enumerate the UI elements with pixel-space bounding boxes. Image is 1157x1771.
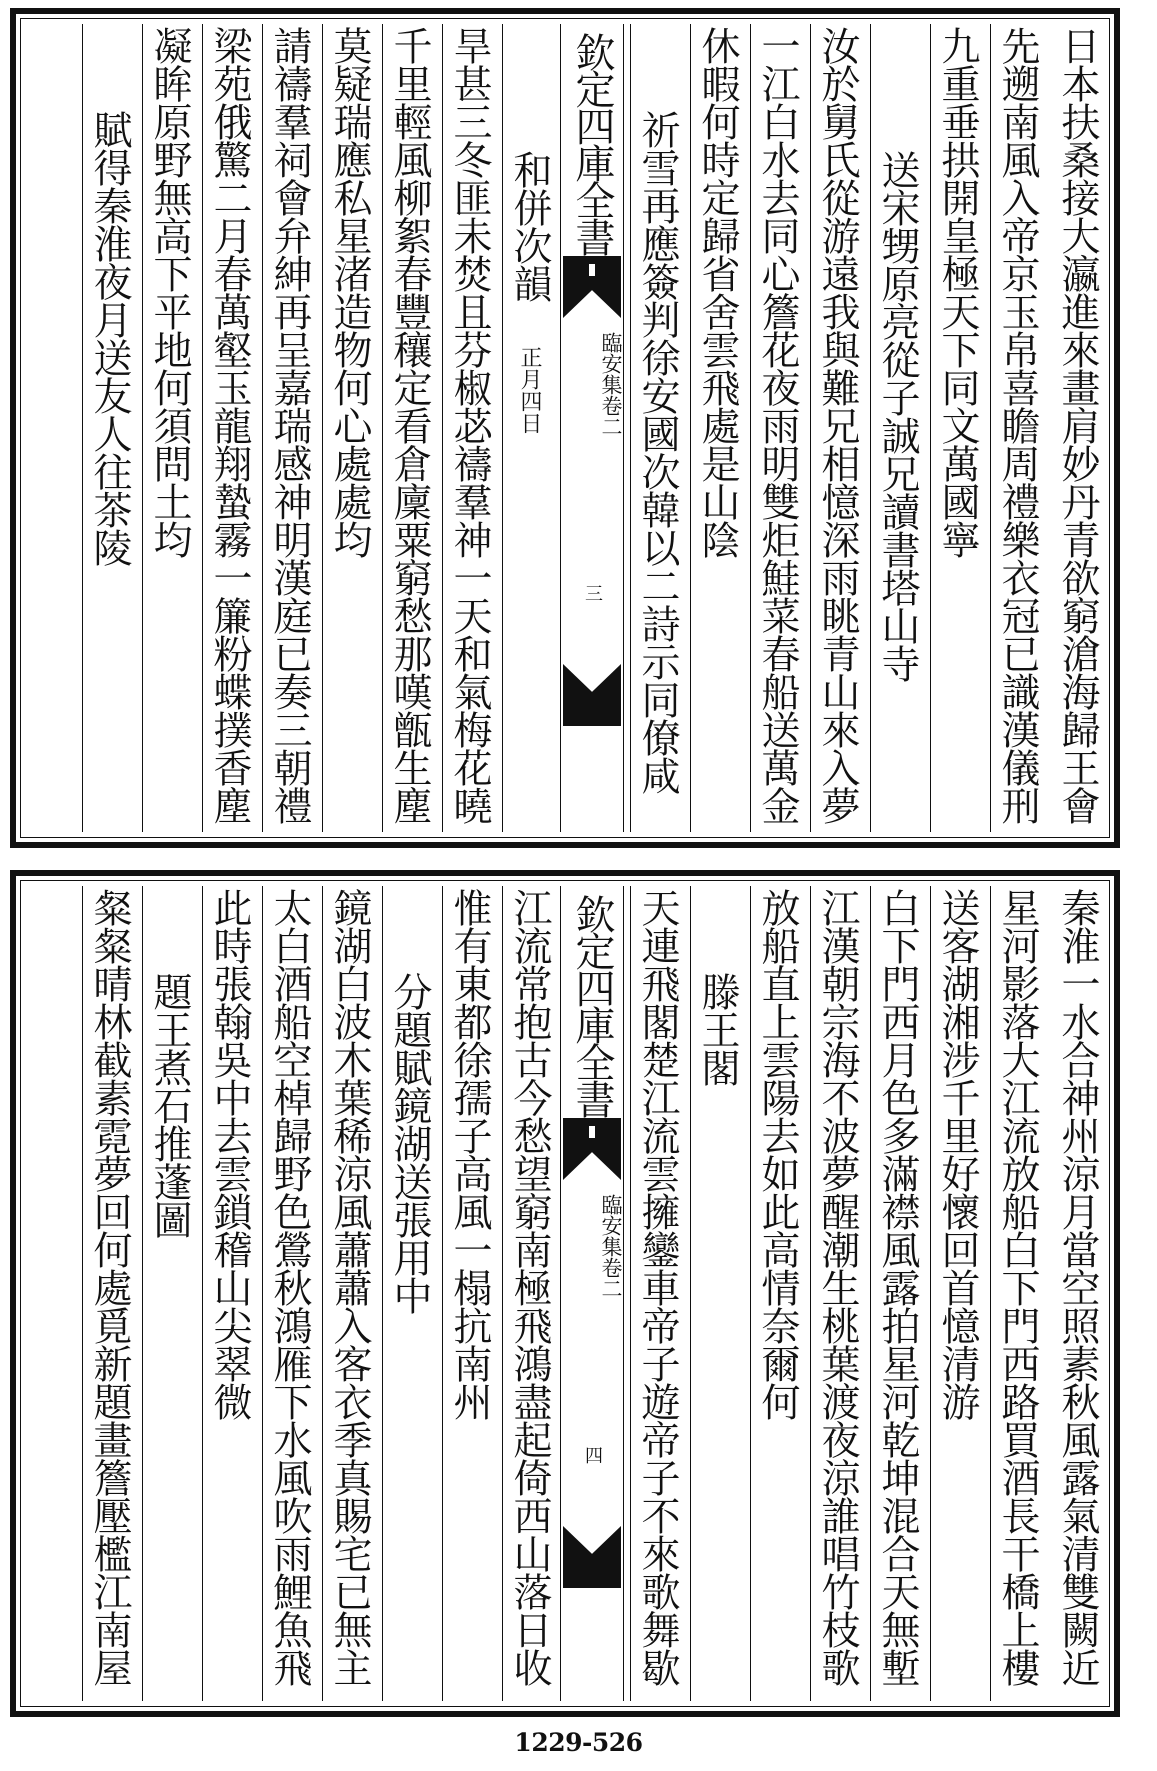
date-note-line: 正月 — [517, 346, 542, 390]
text-column: 休暇何時定歸省舍雲飛處是山陰 — [690, 24, 744, 832]
date-note — [517, 346, 541, 434]
text-column: 太白酒船空棹歸野色鶯秋鴻雁下水風吹雨鯉魚飛 — [262, 886, 316, 1701]
poem-title: 滕王閣 — [690, 886, 744, 1701]
text-column: 凝眸原野無高下平地何須問土均 — [142, 24, 196, 832]
footer-page-reference: 1229-526 — [514, 1728, 643, 1757]
center-fold — [560, 886, 624, 1701]
text-column: 鏡湖白波木葉稀涼風蕭蕭入客衣季真賜宅已無主 — [322, 886, 376, 1701]
poem-title: 祈雪再應簽判徐安國次韓以二詩示同僚咸 — [630, 24, 684, 832]
text-column: 江漢朝宗海不波夢醒潮生桃葉渡夜涼誰唱竹枝歌 — [810, 886, 864, 1701]
page-number: 三 — [582, 584, 603, 602]
text-column: 先遡南風入帝京玉帛喜瞻周禮樂衣冠已識漢儀刑 — [990, 24, 1044, 832]
text-column: 天連飛閣楚江流雲擁鑾車帝子遊帝子不來歌舞歇 — [630, 886, 684, 1701]
text-column: 九重垂拱開皇極天下同文萬國寧 — [930, 24, 984, 832]
poem-title: 賦得秦淮夜月送友人往茶陵 — [82, 24, 136, 832]
page-number: 四 — [582, 1446, 603, 1464]
text-column: 江流常抱古今愁望窮南極飛鴻盡起倚西山落日收 — [502, 886, 556, 1701]
book-name: 臨安集 — [599, 1193, 623, 1257]
center-book-label — [561, 324, 623, 444]
fish-tail-upper — [563, 256, 621, 318]
text-column: 秦淮一水合神州涼月當空照素秋風露氣清雙闕近 — [1055, 888, 1100, 1686]
text-column: 此時張翰吳中去雲鎖稽山尖翠微 — [202, 886, 256, 1701]
text-column: 一江白水去同心簷花夜雨明雙炬鮭菜春船送萬金 — [750, 24, 804, 832]
poem-title: 題王煮石推蓬圖 — [142, 886, 196, 1701]
center-title: 欽定四庫全書 — [569, 894, 615, 1116]
poem-title — [502, 24, 556, 832]
poem-title-text: 和併次韻 — [507, 150, 552, 302]
center-title: 欽定四庫全書 — [569, 32, 615, 254]
bottom-page — [10, 870, 1120, 1717]
top-page — [10, 8, 1120, 848]
center-book-label — [561, 1186, 623, 1306]
text-column: 星河影落大江流放船白下門西路買酒長干橋上樓 — [990, 886, 1044, 1701]
text-column: 惟有東都徐孺子高風一榻抗南州 — [442, 886, 496, 1701]
book-name: 臨安集 — [599, 331, 623, 395]
text-column: 日本扶桑接大瀛進來畫肩妙丹青欲窮滄海歸王會 — [1055, 26, 1100, 824]
text-column: 白下門西月色多滿襟風露拍星河乾坤混合天無塹 — [870, 886, 924, 1701]
text-column: 汝於舅氏從游遠我與難兄相憶深雨眺青山來入夢 — [810, 24, 864, 832]
text-column: 梁苑俄驚二月春萬壑玉龍翔蟄霧一簾粉蝶撲香塵 — [202, 24, 256, 832]
fish-tail-lower — [563, 1526, 621, 1588]
text-column: 莫疑瑞應私星渚造物何心處處均 — [322, 24, 376, 832]
poem-title: 分題賦鏡湖送張用中 — [382, 886, 436, 1701]
center-fold — [560, 24, 624, 832]
volume-label: 卷二 — [599, 394, 623, 437]
poem-title: 送宋甥原亮從子誠兄讀書塔山寺 — [870, 24, 924, 832]
text-column: 送客湖湘涉千里好懷回首憶清游 — [930, 886, 984, 1701]
text-column: 旱甚三冬匪未焚且芬椒苾禱羣神一天和氣梅花曉 — [442, 24, 496, 832]
date-note-line: 四日 — [517, 390, 542, 434]
fish-tail-lower — [563, 664, 621, 726]
text-column: 放船直上雲陽去如此高情奈爾何 — [750, 886, 804, 1701]
text-column: 請禱羣祠會弁紳再呈嘉瑞感神明漢庭已奏三朝禮 — [262, 24, 316, 832]
text-column: 千里輕風柳絮春豐穰定看倉廩粟窮愁那嘆甑生塵 — [382, 24, 436, 832]
volume-label: 卷二 — [599, 1256, 623, 1299]
fish-tail-upper — [563, 1118, 621, 1180]
text-column: 粲粲晴林截素霓夢回何處覓新題畫簷壓檻江南屋 — [82, 886, 136, 1701]
